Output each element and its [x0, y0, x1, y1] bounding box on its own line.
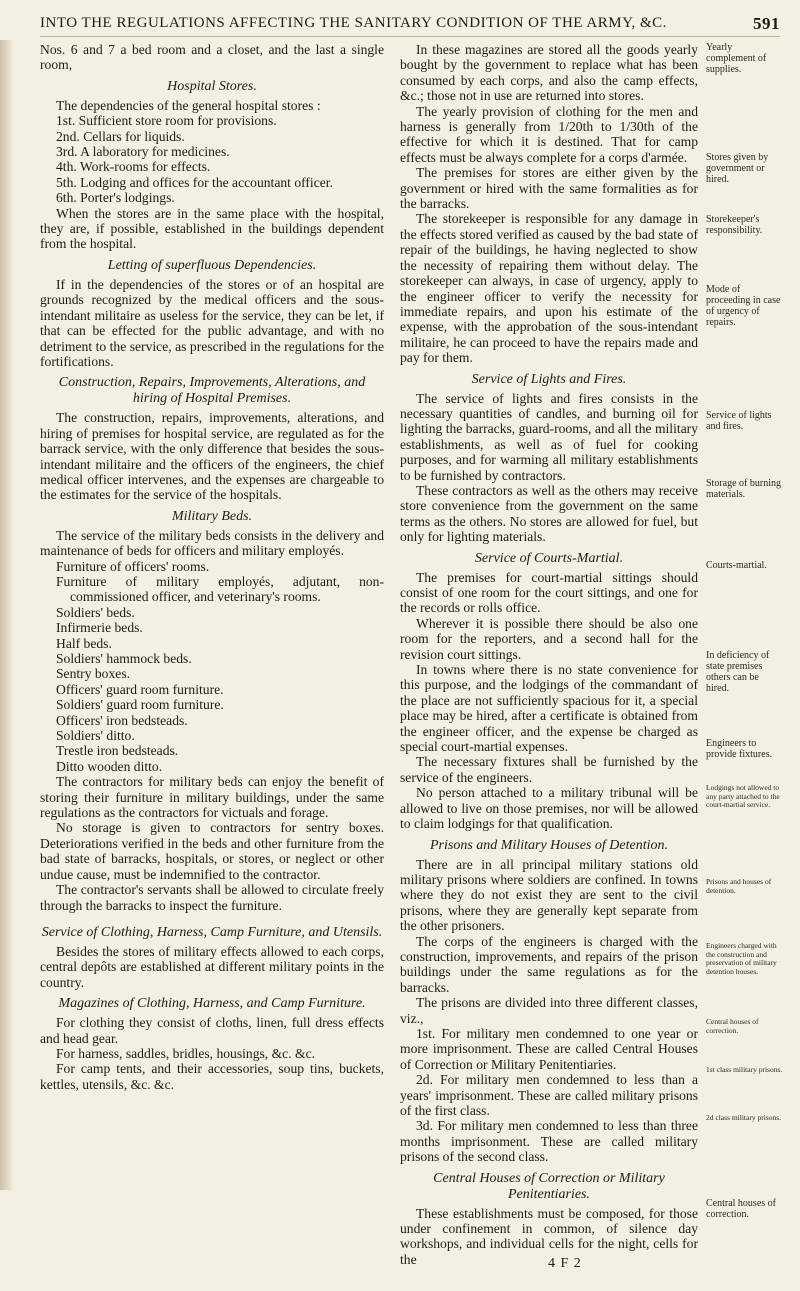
section-heading: Prisons and Military Houses of Detention. [430, 837, 668, 853]
list-item: Soldiers' guard room furniture. [56, 697, 224, 713]
paragraph: There are in all principal military stations old military prisons where soldiers are confined. In towns where they do not exist they are sent to the civil prisons, where they are generally kept separate from the other prisoners. [400, 856, 698, 934]
margin-note: Courts-martial. [706, 560, 767, 571]
paragraph: When the stores are in the same place with the hospital, they are, if possible, established in the buildings dependent from the hospital. [40, 205, 384, 252]
margin-note: Prisons and houses of detention. [706, 877, 772, 895]
margin-note: 1st class military prisons. [706, 1065, 783, 1074]
paragraph: The yearly provision of clothing for the men and harness is generally from 1/20th to 1/30th of the effective for which it is destined. That for camp effects must be always complete for a corps d'armée. [400, 103, 698, 165]
paragraph: In towns where there is no state convenience for this purpose, and the lodgings of the commandant of the place are not sufficiently spacious for it, a special place may be hired, after a certificate is obtained from the engineer officer, and the expense be charged as special court-martial expenses. [400, 662, 698, 755]
list-item: Officers' iron bedsteads. [56, 712, 188, 728]
paragraph: The contractor's servants shall be allowed to circulate freely through the barracks to inspect the furniture. [40, 882, 384, 913]
list-item: Soldiers' hammock beds. [56, 651, 192, 666]
list-item: Half beds. [56, 635, 112, 651]
margin-note: Yearly complement of supplies. [706, 42, 767, 75]
paragraph: The construction, repairs, improvements, alterations, and hiring of premises for hospital service, are regulated as for the barrack service, with the only difference that besides the sous-intendant militaire and the officers of the engineers, the chief medical officer intervenes, and the expenses are chargeable to the estimates for the service of the hospitals. [40, 410, 384, 503]
section-heading: Service of Lights and Fires. [471, 371, 627, 387]
paragraph: The service of lights and fires consists in the necessary quantities of candles, and burning oil for lighting the barracks, guard-rooms, and all the military establishments, as well as of fuel for cooking purposes, and for warming all military establishments to be furnished by contractors. [400, 390, 698, 483]
section-heading: Central Houses of Correction or Military Penitentiaries. [433, 1170, 665, 1202]
paragraph: In these magazines are stored all the goods yearly bought by the government to replace what has been consumed by each corps, and also the camp effects, &c.; those not in use are returned into stores. [400, 42, 698, 104]
margin-note: In deficiency of state premises others can be hired. [706, 650, 770, 694]
paragraph: No person attached to a military tribunal will be allowed to live on those premises, nor will be allowed to claim lodgings for that qualification. [400, 785, 698, 832]
section-heading: Service of Courts-Martial. [474, 550, 624, 566]
stores-list [40, 113, 384, 205]
paragraph: The contractors for military beds can enjoy the benefit of storing their furniture in military buildings, under the same regulations as the contractors for victuals and forage. [40, 774, 384, 821]
margin-note: Service of lights and fires. [706, 410, 772, 432]
list-item: 3rd. A laboratory for medicines. [56, 144, 230, 160]
section-heading: Military Beds. [171, 508, 253, 524]
margin-note: Engineers to provide fixtures. [706, 738, 773, 760]
paragraph: For camp tents, and their accessories, soup tins, buckets, kettles, utensils, &c. &c. [40, 1061, 384, 1092]
paragraph: For clothing they consist of cloths, linen, full dress effects and head gear. [40, 1015, 384, 1046]
list-item: Trestle iron bedsteads. [56, 743, 179, 759]
paragraph: For harness, saddles, bridles, housings, &c. &c. [56, 1045, 316, 1061]
margin-note: Stores given by government or hired. [706, 152, 769, 185]
list-item: Soldiers' beds. [56, 604, 135, 620]
section-heading: Service of Clothing, Harness, Camp Furniture, and Utensils. [41, 924, 383, 940]
margin-note: 2d class military prisons. [706, 1113, 781, 1122]
left-column [40, 42, 384, 1092]
running-header [40, 14, 780, 37]
margin-note: Engineers charged with the construction and preservation of military detention houses. [706, 941, 777, 976]
paragraph: The prisons are divided into three different classes, viz., [400, 995, 698, 1026]
signature-mark: 4 F 2 [548, 1256, 582, 1271]
list-item: 5th. Lodging and offices for the accountant officer. [56, 174, 333, 190]
paragraph: Wherever it is possible there should be also one room for the reporters, and a second hall for the revision court sittings. [400, 615, 698, 662]
list-item: 1st. Sufficient store room for provisions. [56, 113, 277, 129]
list-item: Infirmerie beds. [56, 620, 143, 636]
paragraph: Besides the stores of military effects allowed to each corps, central depôts are established at different military points in the country. [40, 943, 384, 990]
paragraph: 3d. For military men condemned to less than three months imprisonment. These are called military prisons of the second class. [400, 1118, 698, 1165]
beds-list [40, 559, 384, 775]
paragraph: 2d. For military men condemned to less than a years' imprisonment. These are called military prisons of the first class. [400, 1072, 698, 1118]
paragraph: The premises for court-martial sittings should consist of one room for the court sittings, and one for the records or rolls office. [400, 569, 698, 616]
paragraph: The dependencies of the general hospital stores : [56, 97, 321, 113]
list-item: Ditto wooden ditto. [56, 758, 163, 774]
margin-note: Central houses of correction. [706, 1017, 759, 1035]
margin-note: Central houses of correction. [706, 1198, 776, 1220]
header-title: INTO THE REGULATIONS AFFECTING THE SANITARY CONDITION OF THE ARMY, &C. [40, 15, 667, 31]
paragraph: Nos. 6 and 7 a bed room and a closet, and the last a single room, [40, 42, 384, 73]
section-heading: Letting of superfluous Dependencies. [107, 257, 317, 273]
paragraph: The service of the military beds consists in the delivery and maintenance of beds for officers and military employés. [40, 527, 384, 559]
paragraph: If in the dependencies of the stores or of an hospital are grounds recognized by the medical officers and the sous-intendant militaire as useless for the service, they can be let, if that can be effected for the public advantage, and with no detriment to the service, as prescribed in the regulations for the fortifications. [40, 276, 384, 369]
list-item: 2nd. Cellars for liquids. [56, 128, 185, 144]
paragraph: The necessary fixtures shall be furnished by the service of the engineers. [400, 754, 698, 785]
paragraph: These establishments must be composed, for those under confinement in common, of silence day workshops, and individual cells for the night, cells for the [400, 1205, 698, 1267]
paragraph: The corps of the engineers is charged with the construction, improvements, and repairs of the prison buildings under the same regulations as for the barracks. [400, 933, 698, 995]
list-item: Furniture of officers' rooms. [56, 558, 210, 574]
right-column [400, 42, 698, 1267]
list-item: Officers' guard room furniture. [56, 681, 224, 697]
margin-note: Mode of proceeding in case of urgency of repairs. [706, 284, 781, 328]
list-item: 4th. Work-rooms for effects. [56, 159, 211, 175]
binding-gutter [0, 40, 14, 1190]
list-item: Furniture of military employés, adjutant, non-commissioned officer, and veterinary's rooms. [56, 573, 384, 605]
section-heading: Hospital Stores. [167, 78, 257, 94]
margin-note: Storage of burning materials. [706, 478, 781, 500]
list-item: 6th. Porter's lodgings. [56, 190, 175, 206]
paragraph: These contractors as well as the others may receive store convenience from the government on the same terms as the others. No stores are allowed for fuel, but only for lighting materials. [400, 482, 698, 545]
list-item: Sentry boxes. [56, 666, 131, 682]
paragraph: No storage is given to contractors for sentry boxes. Deteriorations verified in the beds and other furniture from the bad state of barracks, hospitals, or stores, or neglect or other undue cause, must be indemnified to the contractor. [40, 820, 384, 882]
page-number: 591 [753, 14, 780, 33]
section-heading: Construction, Repairs, Improvements, Alterations, and hiring of Hospital Premises. [58, 375, 366, 407]
section-heading: Magazines of Clothing, Harness, and Camp Furniture. [58, 996, 366, 1012]
margin-note: Storekeeper's responsibility. [706, 214, 763, 236]
paragraph: The premises for stores are either given by the government or hired with the same formalities as for the barracks. [400, 165, 698, 212]
margin-note: Lodgings not allowed to any party attached to the court-martial service. [706, 783, 780, 810]
list-item: Soldiers' ditto. [56, 728, 135, 744]
paragraph: 1st. For military men condemned to one year or more imprisonment. These are called Central Houses of Correction or Military Penitentiaries. [400, 1025, 698, 1072]
paragraph: The storekeeper is responsible for any damage in the effects stored verified as caused by the bad state of repair of the buildings, he having neglected to show the necessity of repairing them without delay. The storekeeper can always, in case of urgency, apply to the engineer officer to verify the necessity for immediate repairs, and upon his estimate of the expense, with the approbation of the sous-intendant militaire, he can proceed to have the repairs made and pay for them. [400, 211, 698, 366]
